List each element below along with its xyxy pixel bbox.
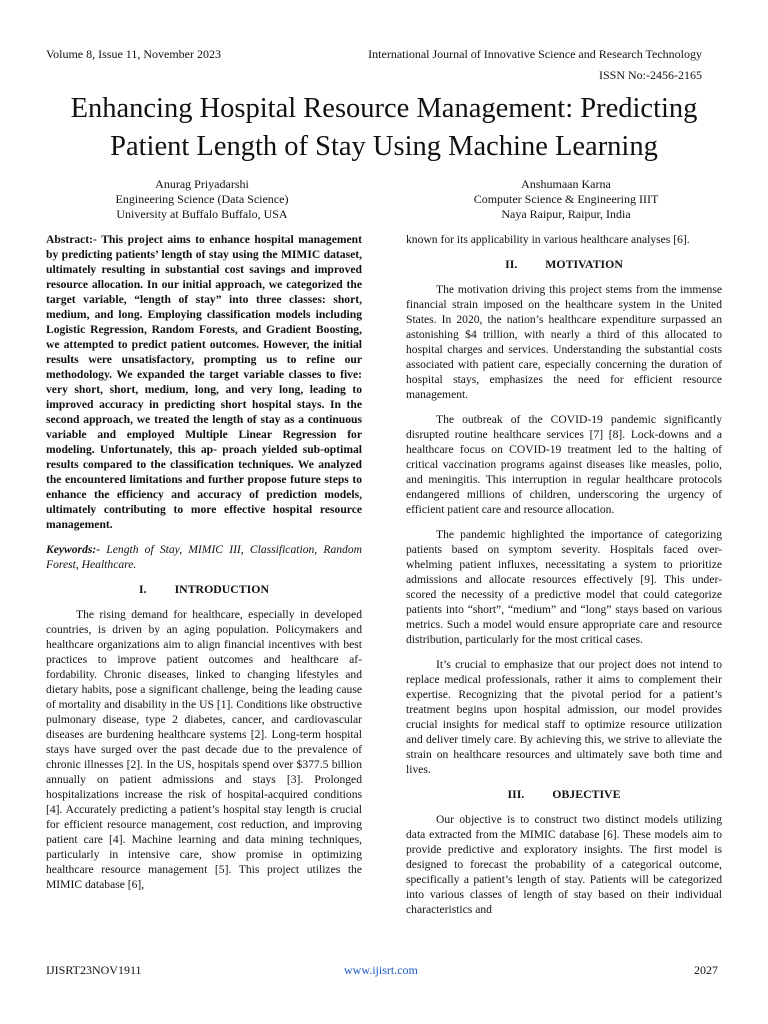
- section-heading-objective: III. OBJECTIVE: [507, 787, 621, 801]
- author-1: [72, 177, 332, 222]
- author-dept: Engineering Science (Data Science): [115, 192, 289, 206]
- motivation-paragraph-3: The pandemic highlighted the importance of categorizing patients based on symptom severity. Hospitals faced over- whelming patient influxes, necessitating a system to prioritize admissions and allocate resources effectively [9]. This under- scored the necessity of a predictive model that could categorize patients into “short”, “medium” and “long” stays based on various metrics. Such a model would ensure appropriate care and resource distribution, particularly for the most critical cases.: [406, 528, 722, 646]
- author-affiliation: University at Buffalo Buffalo, USA: [116, 207, 288, 221]
- paper-title: Enhancing Hospital Resource Management: Predicting Patient Length of Stay Using Machine Learning: [70, 93, 698, 162]
- left-column: [46, 232, 362, 902]
- author-affiliation: Naya Raipur, Raipur, India: [501, 207, 631, 221]
- paper-id: IJISRT23NOV1911: [46, 963, 142, 977]
- right-column: [406, 232, 722, 927]
- motivation-paragraph-1: The motivation driving this project stems from the immense financial strain imposed on the healthcare system in the United States. In 2020, the nation’s healthcare expenditure surpassed an astonishing $4 trillion, with nearly a third of this allocated to hospital charges and services. Understanding the substantial costs associated with patient care, especially concerning the duration of hospital stays, emphasizes the need for efficient resource management.: [406, 283, 722, 401]
- objective-paragraph: Our objective is to construct two distinct models utilizing data extracted from the MIMIC database [6]. These models aim to provide predictive and exploratory insights. The first model is designed to forecast the probability of a categorical outcome, specifically a patient’s length of stay. Patients will be categorized into various classes of length of stay based on their individual characteristics and: [406, 813, 722, 916]
- journal-volume: Volume 8, Issue 11, November 2023: [46, 47, 221, 61]
- author-2: [436, 177, 696, 222]
- page-number: 2027: [694, 963, 718, 977]
- journal-link[interactable]: www.ijisrt.com: [344, 963, 418, 977]
- keywords-text: Length of Stay, MIMIC III, Classification, Random Forest, Healthcare.: [46, 543, 362, 571]
- motivation-paragraph-2: The outbreak of the COVID-19 pandemic significantly disrupted routine healthcare services [7] [8]. Lock-downs and a healthcare focus on COVID-19 treatment led to the halting of critical vaccination programs against diseases like measles, polio, and meningitis. This interruption in regular healthcare protocols endangered millions of children, underscoring the urgency of efficient patient care and resource allocation.: [406, 413, 722, 516]
- abstract: Abstract:- This project aims to enhance hospital management by predicting patients’ length of stay using the MIMIC dataset, ultimately resulting in substantial cost savings and improved resource allocation. In our initial approach, we categorized the target variable, “length of stay” into three classes: short, medium, and long. Employing classification models including Logistic Regression, Random Forests, and Gradient Boosting, we attempted to predict patient outcomes. However, the initial results were unsatisfactory, prompting us to refine our methodology. We expanded the target variable classes to five: very short, short, medium, long, and very long, leading to improved accuracy in predicting short hospital stays. In the second approach, we treated the length of stay as a continuous variable and employed Multiple Linear Regression for modeling. Unfortunately, this ap- proach yielded sub-optimal results compared to the classification techniques. We analyzed the encountered limitations and further propose future steps to enhance the efficiency and accuracy of prediction models, ultimately contributing to more effective hospital resource management.: [46, 233, 362, 531]
- keywords: [46, 542, 362, 572]
- author-dept: Computer Science & Engineering IIIT: [473, 192, 659, 206]
- section-heading-introduction: I. INTRODUCTION: [139, 582, 269, 596]
- section-heading-motivation: II. MOTIVATION: [505, 257, 623, 271]
- keywords-label: Keywords:-: [46, 543, 101, 556]
- issn: ISSN No:-2456-2165: [598, 68, 702, 82]
- author-name: Anurag Priyadarshi: [155, 177, 249, 191]
- continued-paragraph: known for its applicability in various healthcare analyses [6].: [406, 233, 690, 246]
- journal-name: International Journal of Innovative Science and Research Technology: [368, 47, 702, 61]
- introduction-paragraph: The rising demand for healthcare, especially in developed countries, is driven by an aging population. Policymakers and healthcare organizations aim to align financial incentives with best practices to improve patient outcomes and healthcare af- fordability. Chronic diseases, linked to changing lifestyles and dietary habits, pose a significant challenge, being the leading cause of mortality and disability in the US [1]. Conditions like obstructive pulmonary disease, type 2 diabetes, cancer, and cardiovascular diseases are burdening healthcare systems [2]. Long-term hospital stays have surged over the past decade due to the prevalence of chronic illnesses [2]. In the US, hospitals spend over $377.5 billion annually on patient admissions and stays [3]. Prolonged hospitalizations increase the risk of hospital-acquired conditions [4]. Accurately predicting a patient’s hospital stay length is crucial for efficient resource management, cost reduction, and improving patient care [4]. Machine learning and data mining techniques, particularly in intensive care, show promise in optimizing healthcare resource management [5]. This project utilizes the MIMIC database [6],: [46, 608, 362, 891]
- motivation-paragraph-4: It’s crucial to emphasize that our project does not intend to replace medical professionals, rather it aims to complement their expertise. Recognizing that the pivotal period for a patient’s treatment begins upon hospital admission, our model provides crucial insights for medical staff to optimize resource utilization and deliver timely care. By achieving this, we strive to alleviate the strain on healthcare resources and ultimately save both time and lives.: [406, 658, 722, 776]
- author-name: Anshumaan Karna: [521, 177, 611, 191]
